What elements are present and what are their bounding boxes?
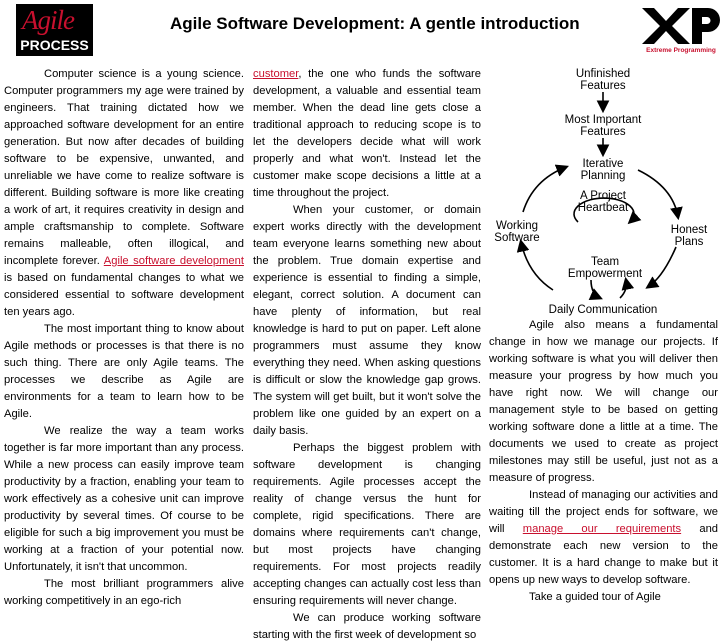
logo-process-text: PROCESS bbox=[16, 37, 93, 53]
agile-cycle-diagram bbox=[488, 62, 718, 318]
xp-tagline: Extreme Programming bbox=[646, 47, 716, 54]
diagram-unfinished-features: Unfinished Features bbox=[575, 68, 631, 92]
paragraph-text: and demonstrate each new version to the customer. It is a hard change to make but it opens up new ways to develop software. bbox=[489, 523, 719, 586]
manage-our-requirements-link[interactable]: manage our requirements bbox=[522, 523, 682, 535]
agile-software-development-link[interactable]: Agile software development bbox=[103, 255, 244, 267]
xp-logo-icon bbox=[640, 6, 722, 46]
paragraph bbox=[253, 66, 481, 202]
diagram-most-important-features: Most Important Features bbox=[564, 114, 642, 138]
diagram-team-empowerment: Team Empowerment bbox=[567, 256, 643, 280]
paragraph: The most important thing to know about Agile methods or processes is that there is no such thing. There are only Agile teams. The processes we describe as Agile are environments for a team to learn how to be Agile. bbox=[4, 323, 244, 420]
page-title: Agile Software Development: A gentle introduction bbox=[170, 14, 580, 33]
diagram-daily-communication: Daily Communication bbox=[548, 304, 658, 316]
logo-agile-text: Agile bbox=[22, 5, 74, 35]
paragraph-text: , the one who funds the software development, a valuable and essential team member. When the dead line gets close a traditional approach to reducing scope is to let the developers decide what will work properly and what won't. Instead let the customer make scope decisions a little at a time throughout the project. bbox=[253, 68, 481, 199]
diagram-honest-plans: Honest Plans bbox=[670, 224, 708, 248]
paragraph: We realize the way a team works together is far more important than any process. While a new process can easily improve team productivity by a fraction, enabling your team to work effectively as a cohesive unit can improve productivity by several times. Of course to be eligible for such a big improvement you must be working at a fraction of your potential now. Unfortunately, it isn't that uncommon. bbox=[4, 425, 244, 573]
diagram-working-software: Working Software bbox=[494, 220, 540, 244]
customer-link[interactable]: customer bbox=[253, 68, 299, 80]
agile-process-logo bbox=[16, 4, 93, 56]
xp-logo bbox=[640, 6, 722, 56]
paragraph: The most brilliant programmers alive working competitively in an ego-rich bbox=[4, 578, 244, 607]
column-2 bbox=[253, 66, 481, 644]
paragraph: Take a guided tour of Agile bbox=[529, 591, 661, 603]
column-1 bbox=[4, 66, 244, 610]
paragraph-text: Computer science is a young science. Computer programmers my age were trained by engineers. That training dictated how we approached software development for an entire generation. But now after decades of building software to be expensive, unwanted, and unreliable we have come to realize software is different. Building software is more like creating a work of art, it requires creativity in design and ample craftsmanship to complete. Software remains malleable, often illogical, and incomplete forever. bbox=[4, 68, 244, 267]
paragraph: Agile also means a fundamental change in how we manage our projects. If working software is what you will deliver then measure your progress by how much you have right now. We will change our management style to be based on getting working software done a little at a time. The documents we used to create as project milestones may still be useful, just not as a measure of progress. bbox=[489, 319, 718, 484]
paragraph: When your customer, or domain expert works directly with the development team everyone learns something new about the problem. True domain expertise and experience is essential to finding a simple, elegant, correct solution. A document can have plenty of information, but real knowledge is hard to put on paper. Left alone programmers must assume they know everything they need. When asking questions is difficult or slow the knowledge gap grows. The system will get built, but it won't solve the problem like one guided by an expert on a daily basis. bbox=[253, 204, 481, 437]
diagram-iterative-planning: Iterative Planning bbox=[580, 158, 626, 182]
paragraph bbox=[489, 487, 718, 589]
paragraph: We can produce working software starting with the first week of development so bbox=[253, 612, 481, 641]
paragraph-text: Instead of managing our activities and waiting till the project ends for software, we will bbox=[489, 489, 718, 535]
diagram-project-heartbeat: A Project Heartbeat bbox=[577, 190, 629, 214]
paragraph bbox=[4, 66, 244, 321]
column-3 bbox=[489, 317, 718, 606]
paragraph-text: is based on fundamental changes to what we considered essential to software development ten years ago. bbox=[4, 272, 244, 318]
paragraph: Perhaps the biggest problem with software development is changing requirements. Agile processes accept the reality of change versus the hunt for complete, rigid specifications. There are domains where requirements can't change, but most projects have changing requirements. For most projects readily accepting changes can actually cost less than ensuring requirements will never change. bbox=[253, 442, 481, 607]
